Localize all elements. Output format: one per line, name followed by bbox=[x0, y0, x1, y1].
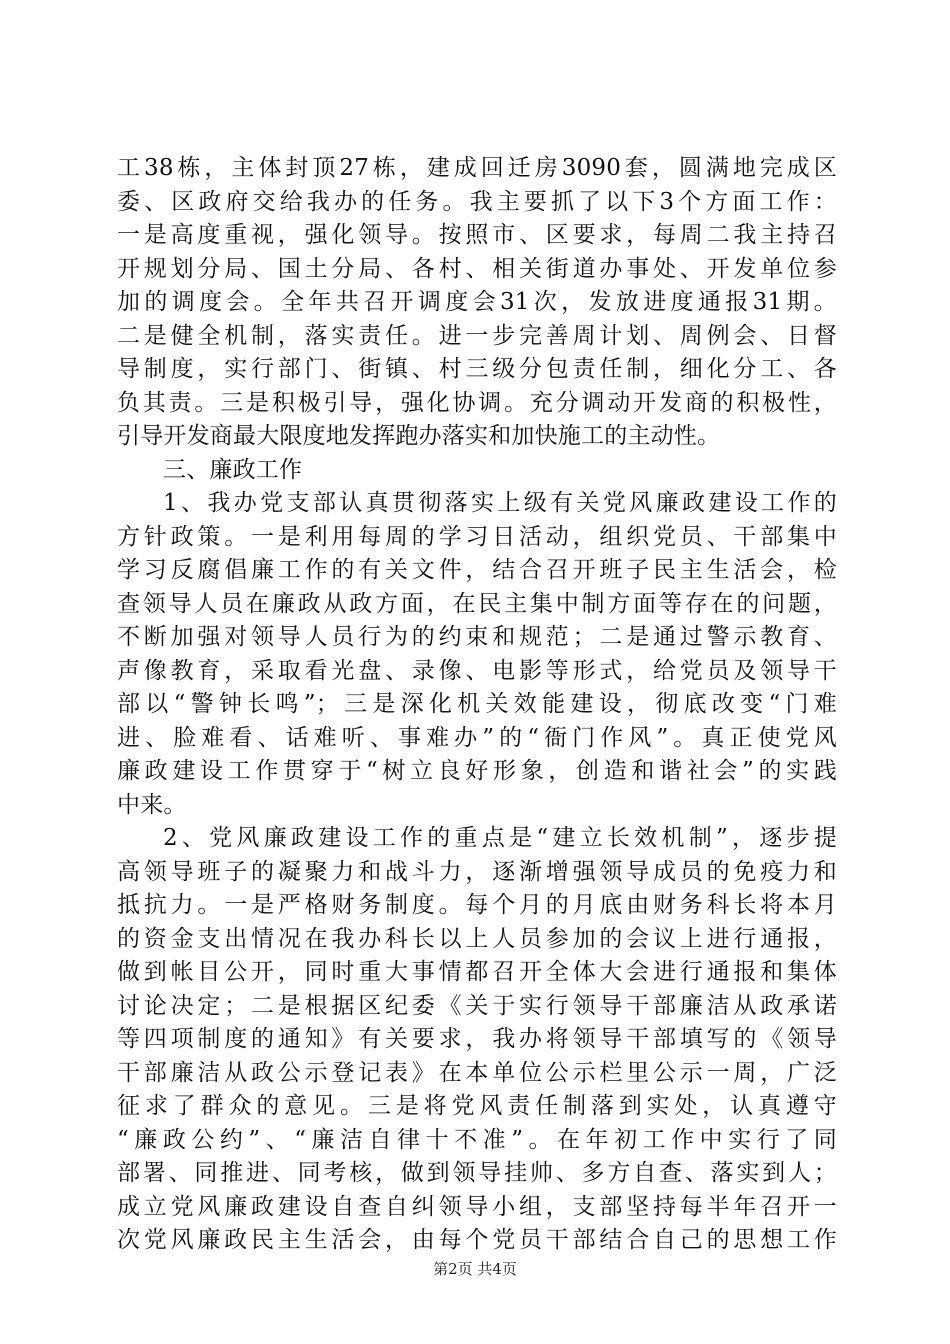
text-line: 做到帐目公开，同时重大事情都召开全体大会进行通报和集体 bbox=[117, 959, 837, 985]
text-line: “廉政公约”、“廉洁自律十不准”。在年初工作中实行了同 bbox=[117, 1126, 837, 1153]
text-line: 的资金支出情况在我办科长以上人员参加的会议上进行通报， bbox=[117, 925, 837, 952]
text-line: 开规划分局、国土分局、各村、相关街道办事处、开发单位参 bbox=[117, 255, 837, 282]
page-footer: 第2页 共4页 bbox=[433, 1260, 517, 1278]
text-line: 方针政策。一是利用每周的学习日活动，组织党员、干部集中 bbox=[117, 523, 837, 550]
text-line: 声像教育，采取看光盘、录像、电影等形式，给党员及领导干 bbox=[117, 657, 837, 684]
text-line: 加的调度会。全年共召开调度会31次，发放进度通报31期。 bbox=[117, 289, 837, 315]
text-line: 不断加强对领导人员行为的约束和规范；二是通过警示教育、 bbox=[117, 624, 837, 650]
text-line: 讨论决定；二是根据区纪委《关于实行领导干部廉洁从政承诺 bbox=[117, 992, 837, 1019]
text-line: 引导开发商最大限度地发挥跑办落实和加快施工的主动性。 bbox=[117, 423, 721, 449]
text-line: 高领导班子的凝聚力和战斗力，逐渐增强领导成员的免疫力和 bbox=[117, 858, 837, 885]
text-line: 进、脸难看、话难听、事难办”的“衙门作风”。真正使党风 bbox=[117, 724, 837, 751]
text-line: 部署、同推进、同考核，做到领导挂帅、多方自查、落实到人； bbox=[117, 1160, 837, 1186]
text-line: 部以“警钟长鸣”；三是深化机关效能建设，彻底改变“门难 bbox=[117, 691, 837, 717]
text-line: 抵抗力。一是严格财务制度。每个月的月底由财务科长将本月 bbox=[117, 892, 837, 918]
text-line: 工38栋，主体封顶27栋，建成回迁房3090套，圆满地完成区 bbox=[117, 155, 837, 181]
section-heading: 三、廉政工作 bbox=[163, 456, 303, 483]
text-line: 等四项制度的通知》有关要求，我办将领导干部填写的《领导 bbox=[117, 1026, 837, 1052]
text-line: 2、党风廉政建设工作的重点是“建立长效机制”，逐步提 bbox=[163, 825, 837, 851]
text-line: 1、我办党支部认真贯彻落实上级有关党风廉政建设工作的 bbox=[163, 490, 837, 516]
text-line: 次党风廉政民主生活会，由每个党员干部结合自己的思想工作 bbox=[117, 1227, 837, 1253]
text-line: 一是高度重视，强化领导。按照市、区要求，每周二我主持召 bbox=[117, 222, 837, 248]
text-line: 中来。 bbox=[117, 791, 187, 818]
text-line: 廉政建设工作贯穿于“树立良好形象，创造和谐社会”的实践 bbox=[117, 758, 837, 784]
text-line: 负其责。三是积极引导，强化协调。充分调动开发商的积极性， bbox=[117, 389, 837, 416]
text-line: 成立党风廉政建设自查自纠领导小组，支部坚持每半年召开一 bbox=[117, 1193, 837, 1220]
text-line: 征求了群众的意见。三是将党风责任制落到实处，认真遵守 bbox=[117, 1093, 837, 1119]
text-line: 二是健全机制，落实责任。进一步完善周计划、周例会、日督 bbox=[117, 322, 837, 349]
text-line: 查领导人员在廉政从政方面，在民主集中制方面等存在的问题， bbox=[117, 590, 837, 617]
text-line: 学习反腐倡廉工作的有关文件，结合召开班子民主生活会，检 bbox=[117, 557, 837, 583]
document-body bbox=[117, 152, 837, 1258]
text-line: 干部廉洁从政公示登记表》在本单位公示栏里公示一周，广泛 bbox=[117, 1059, 837, 1086]
text-line: 导制度，实行部门、街镇、村三级分包责任制，细化分工、各 bbox=[117, 356, 837, 382]
text-line: 委、区政府交给我办的任务。我主要抓了以下3个方面工作： bbox=[117, 188, 837, 215]
